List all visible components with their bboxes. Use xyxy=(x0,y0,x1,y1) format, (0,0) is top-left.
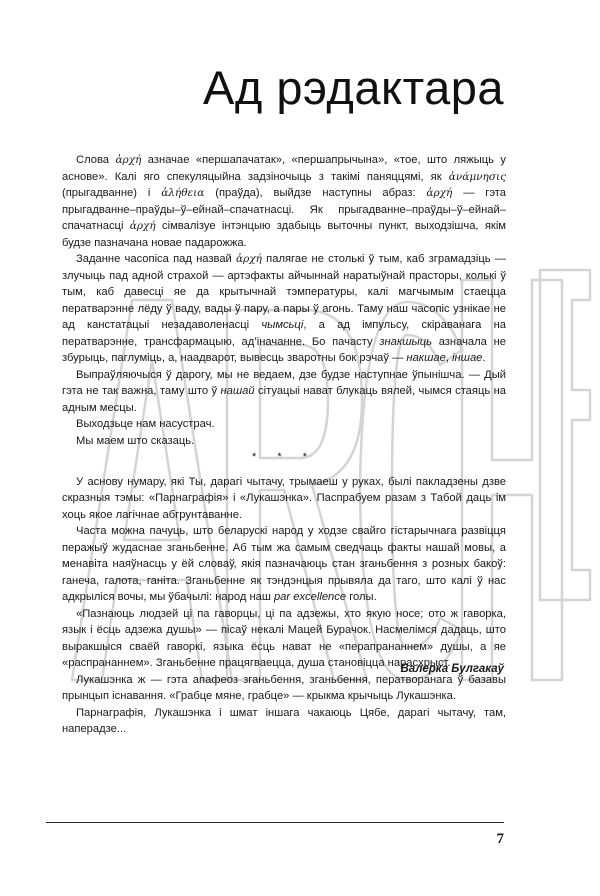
paragraph xyxy=(62,433,506,450)
paragraph xyxy=(62,672,506,705)
greek-term: ἀρχή xyxy=(115,154,142,166)
emphasis: накшае xyxy=(406,352,446,364)
text-run: Заданне часопіса пад назвай xyxy=(76,253,237,265)
text-run: Выпраўляючыся ў дарогу, мы не ведаем, дзе будзе наступнае ўпынішча. — Дый гэта не так важна, таму што ў xyxy=(62,368,506,397)
text-run: , а ад імпульсу, скіраванага на ператварэнне, трансфармацыю, ад’іначанне. Бо пачасту xyxy=(62,319,506,348)
text-run: Мы маем што сказаць. xyxy=(76,434,195,447)
text-run: азначала не збурыць, паглуміць, а, наадварот, вывесць зваротны бок рэчаў — xyxy=(62,335,506,364)
text-run: голы. xyxy=(346,591,377,603)
text-run: , xyxy=(445,352,453,364)
emphasis: знакшыць xyxy=(379,335,432,348)
text-run: (прыгадванне) і xyxy=(62,187,162,199)
text-run: палягае не столькі ў тым, каб зграмадзіць — злучыць пад адной страхой — артэфакты айчыннай наратыўнай прасторы, колькі ў тым, каб давесці яе да крытычнай тэмпературы, калі магчымым стаецца ператварэнне лёду ў ваду, вады ў пару, а пары ў агонь. Таму наш часопіс узнікае не ад канстатацыі незадаволенасці xyxy=(62,253,506,331)
editorial-body xyxy=(62,152,506,738)
text-run: «Пазнаюць людзей ці па гаворцы, ці па адзежы, хто якую носе; ото ж гаворка, язык і ёсць адзежа душы» — пісаў некалі Мацей Бурачок. Насмелімся дадаць, што выракшыся сваёй гаворкі, языка ёсць нават не «перапрананнем» душы, а яе «распрананнем». Зганьбенне працягваецца, душа становіцца нарасхрыст. xyxy=(62,607,506,669)
paragraph xyxy=(62,416,506,433)
text-run: Выходзьце нам насустрач. xyxy=(76,418,215,430)
emphasis: нашай xyxy=(220,385,255,397)
paragraph xyxy=(62,705,506,738)
page-number: 7 xyxy=(496,831,504,847)
text-run: Лукашэнка ж — гэта апафеоз зганьбення, зганьбення, ператворанага ў базавы прынцып існавання. «Грабце мяне, грабце» — крыкма крычыць Лукашэнка. xyxy=(62,673,506,702)
text-run: азначае «першапачатак», «першапрычына», «тое, што ляжыць у аснове». Калі яго спекуляцыйна задзіночыць з такімі паняццямі, як xyxy=(62,154,506,183)
greek-term: ἀρχή xyxy=(426,187,453,199)
text-run: У аснову нумару, які Ты, дарагі чытачу, трымаеш у руках, былі пакладзены дзве скразныя тэмы: «Парнаграфія» і «Лукашэнка». Паспрабуем разам з Табой даць ім хоць якое лагічнае абгрунтаванне. xyxy=(62,475,506,521)
greek-term: ἀρχή xyxy=(236,253,262,265)
text-run: Часта можна пачуць, што беларускі народ у ходзе свайго гістарычнага развіцця перажыў жудаснае зганьбенне. Аб тым жа самым сведчаць факты нашай мовы, а менавіта наяўнасць у ёй словаў, якія пазначаюць стан зганьбення з розных бакоў: ганеча, галота, ганіта. Зганьбенне як тэндэнцыя прывяла да таго, што калі ў нас адкрыліся вочы, мы ўбачылі: народ наш xyxy=(62,525,506,603)
text-run: (праўда), выйдзе наступны абраз: xyxy=(204,187,427,199)
text-run: сімвалізуе інтэнцыю здабыць выточны пункт, выходзішча, якім будзе пазначана новае падарожжа. xyxy=(62,220,506,249)
text-run: . xyxy=(482,352,486,364)
paragraph xyxy=(62,367,506,417)
text-run: — гэта прыгадванне–праўды–ў–ейнай–спачатнасці. Як прыгадванне–праўды–ў–ейнай–спачатнасці xyxy=(62,187,507,232)
text-run: Парнаграфія, Лукашэнка і шмат іншага чакаюць Цябе, дарагі чытачу, там, наперадзе... xyxy=(62,706,506,735)
paragraph xyxy=(62,474,506,524)
text-run: Слова xyxy=(76,154,116,166)
author-signature: Валерка Булгакаў xyxy=(400,663,504,675)
paragraph xyxy=(62,606,506,672)
footer-rule xyxy=(46,822,504,823)
greek-term: ἀλήθεια xyxy=(161,187,205,199)
paragraph xyxy=(62,152,506,251)
emphasis: чымсьці xyxy=(261,319,304,331)
greek-term: ἀρχή xyxy=(129,220,156,232)
emphasis: іншае xyxy=(452,352,483,364)
paragraph xyxy=(62,523,506,606)
greek-term: ἀνάμνησις xyxy=(448,170,506,183)
emphasis: par excellence xyxy=(273,591,347,603)
page-title: Ад рэдактара xyxy=(203,61,504,114)
paragraph xyxy=(62,251,506,367)
section-separator: * * * xyxy=(252,451,316,463)
text-run: сітуацыі нават блукаць вялей, чымся стаяць на адным месцы. xyxy=(62,385,506,414)
